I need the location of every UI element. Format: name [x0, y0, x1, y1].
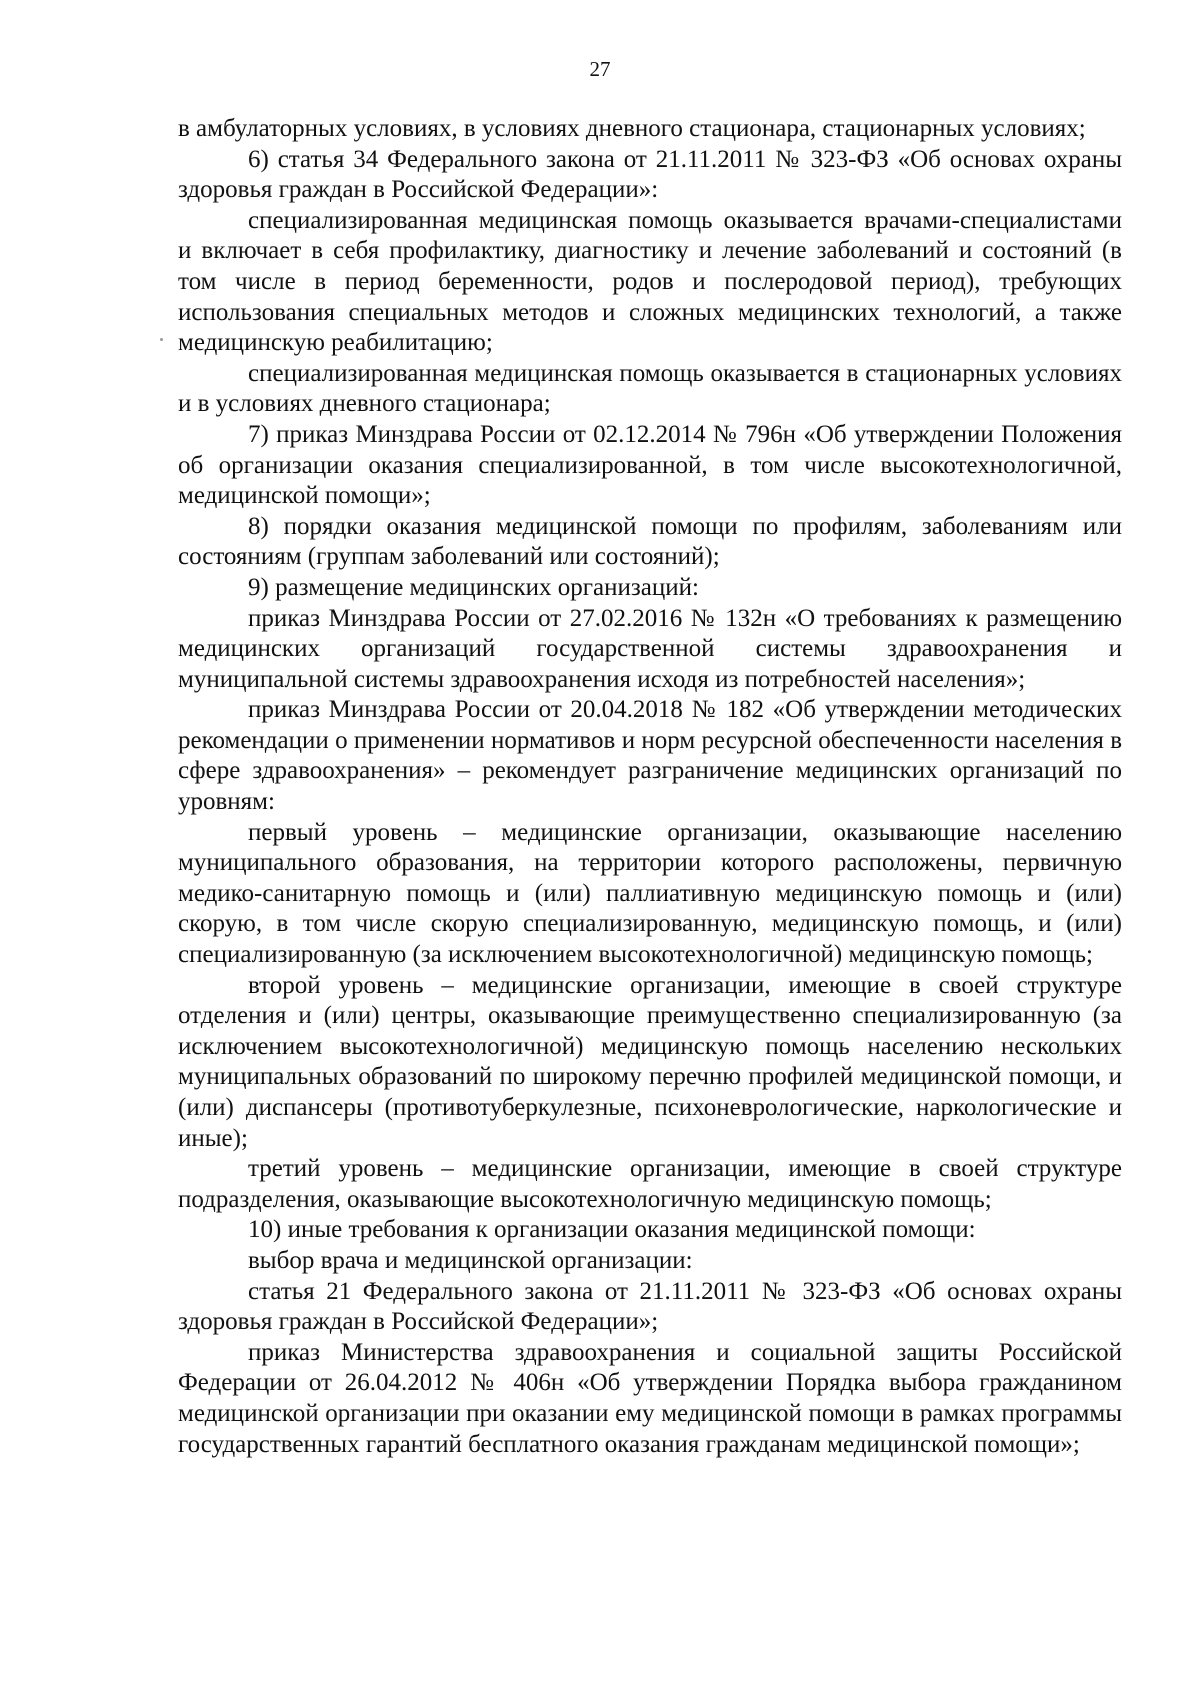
document-body — [178, 114, 1122, 1460]
paragraph-level-one: первый уровень – медицинские организации, оказывающие населению муниципального образования, на территории которого расположены, первичную медико-санитарную помощь и (или) паллиативную медицинскую помощь и (или) скорую, в том числе скорую специализированную, медицинскую помощь, и (или) специализированную (за исключением высокотехнологичной) медицинскую помощь; — [178, 818, 1122, 969]
paragraph-specialized-care: специализированная медицинская помощь оказывается врачами-специалистами и включает в себя профилактику, диагностику и лечение заболеваний и состояний (в том числе в период беременности, родов и послеродовой период), требующих использования специальных методов и сложных медицинских технологий, а также медицинскую реабилитацию; — [178, 206, 1122, 357]
paragraph-order-406n: приказ Министерства здравоохранения и социальной защиты Российской Федерации от 26.04.2012 № 406н «Об утверждении Порядка выбора гражданином медицинской организации при оказании ему медицинской помощи в рамках программы государственных гарантий бесплатного оказания гражданам медицинской помощи»; — [178, 1338, 1122, 1458]
paragraph-item-9: 9) размещение медицинских организаций: — [248, 573, 699, 601]
paragraph-doctor-choice: выбор врача и медицинской организации: — [248, 1246, 693, 1274]
paragraph-item-10: 10) иные требования к организации оказания медицинской помощи: — [248, 1216, 976, 1244]
paragraph-article-21: статья 21 Федерального закона от 21.11.2011 № 323-ФЗ «Об основах охраны здоровья граждан в Российской Федерации»; — [178, 1277, 1122, 1336]
scan-speck — [160, 338, 163, 341]
paragraph-item-6: 6) статья 34 Федерального закона от 21.11.2011 № 323-ФЗ «Об основах охраны здоровья граждан в Российской Федерации»: — [178, 145, 1122, 204]
paragraph-item-7: 7) приказ Минздрава России от 02.12.2014 № 796н «Об утверждении Положения об организации оказания специализированной, в том числе высокотехнологичной, медицинской помощи»; — [178, 420, 1122, 510]
paragraph-order-132n: приказ Минздрава России от 27.02.2016 № 132н «О требованиях к размещению медицинских организаций государственной системы здравоохранения и муниципальной системы здравоохранения исходя из потребностей населения»; — [178, 604, 1122, 693]
paragraph-continuation: в амбулаторных условиях, в условиях дневного стационара, стационарных условиях; — [178, 115, 1086, 142]
paragraph-order-182: приказ Минздрава России от 20.04.2018 № 182 «Об утверждении методических рекомендации о применении нормативов и норм ресурсной обеспеченности населения в сфере здравоохранения» – рекомендует разграничение медицинских организаций по уровням: — [178, 696, 1122, 816]
page-number: 27 — [589, 57, 611, 81]
paragraph-item-8: 8) порядки оказания медицинской помощи по профилям, заболеваниям или состояниям (группам заболеваний или состояний); — [178, 512, 1122, 571]
paragraph-specialized-care-conditions: специализированная медицинская помощь оказывается в стационарных условиях и в условиях дневного стационара; — [178, 359, 1122, 418]
paragraph-level-three: третий уровень – медицинские организации, имеющие в своей структуре подразделения, оказывающие высокотехнологичную медицинскую помощь; — [178, 1155, 1122, 1213]
paragraph-level-two: второй уровень – медицинские организации, имеющие в своей структуре отделения и (или) центры, оказывающие преимущественно специализированную (за исключением высокотехнологичной) медицинскую помощь населению нескольких муниципальных образований по широкому перечню профилей медицинской помощи, и (или) диспансеры (противотуберкулезные, психоневрологические, наркологические и иные); — [178, 971, 1122, 1152]
